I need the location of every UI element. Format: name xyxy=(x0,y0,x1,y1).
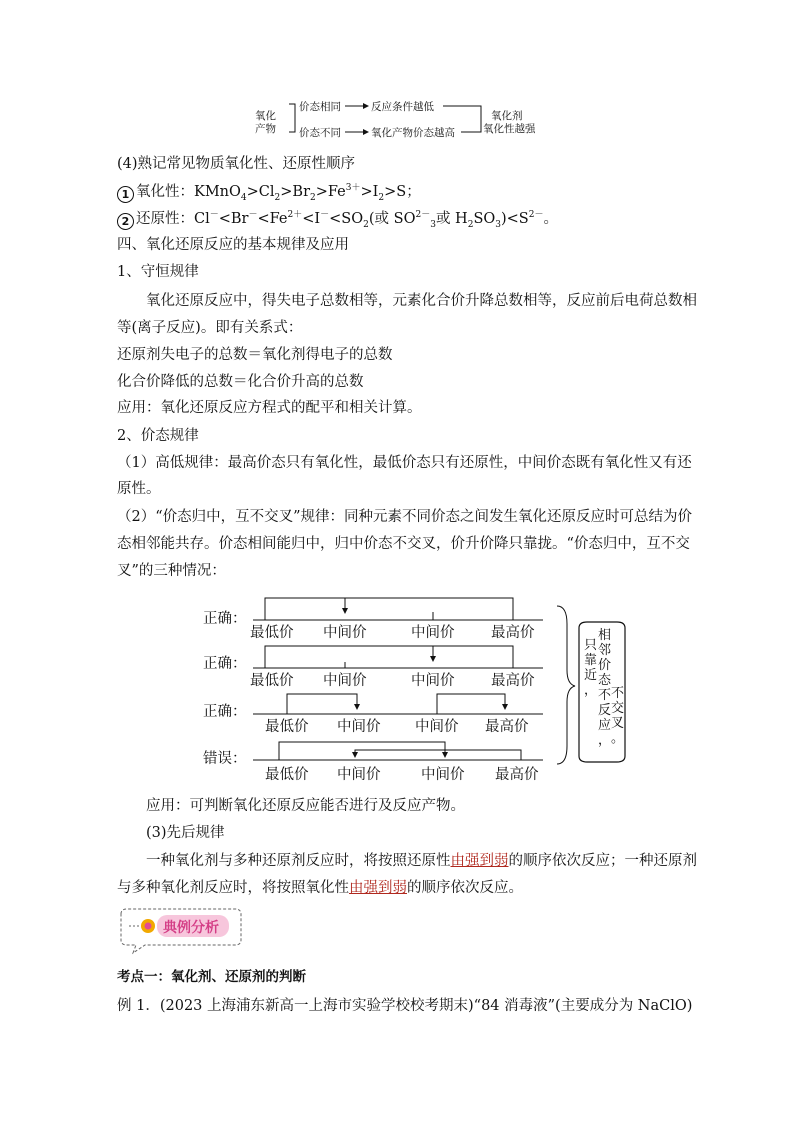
circled-number-2: 2 xyxy=(117,213,134,230)
row2-label: 最低价 xyxy=(250,673,294,689)
red-part: 或 H xyxy=(435,211,468,227)
subsection3-heading: (3)先后规律 xyxy=(146,825,225,841)
red-sup: － xyxy=(320,210,330,221)
application1: 应用：氧化还原反应方程式的配平和相关计算。 xyxy=(117,400,422,416)
red-sub: 2 xyxy=(363,219,369,230)
oxidizing-order xyxy=(117,183,421,203)
note-char: 态 xyxy=(598,673,612,688)
para3-highlight: 由强到弱 xyxy=(450,853,509,869)
ox-sub: 2 xyxy=(378,192,385,203)
note-char: 叉 xyxy=(611,716,625,731)
ox-sub: 2 xyxy=(274,192,281,203)
note-char: 相 xyxy=(598,628,612,643)
reducing-order xyxy=(117,210,558,230)
diagram-right-top: 氧化剂 xyxy=(491,110,523,122)
para3-text: 的顺序依次反应。 xyxy=(407,880,523,896)
para3-line2 xyxy=(117,879,523,897)
application2: 应用：可判断氧化还原反应能否进行及反应产物。 xyxy=(146,798,465,814)
red-part: 。 xyxy=(543,211,558,227)
para3-line1 xyxy=(146,852,697,870)
badge-label: 典例分析 xyxy=(163,920,219,936)
ox-part: >Cl xyxy=(246,184,275,200)
para22-line1: （2）“价态归中，互不交叉”规律：同种元素不同价态之间发生氧化还原反应时可总结为价 xyxy=(117,509,693,525)
note-char: 只 xyxy=(584,638,598,653)
para21-line1: （1）高低规律：最高价态只有氧化性，最低价态只有还原性，中间价态既有氧化性又有还 xyxy=(117,455,692,471)
section4-title: (4)熟记常见物质氧化性、还原性顺序 xyxy=(117,156,356,172)
ox-part: >S； xyxy=(384,184,421,200)
para3-text: 与多种氧化剂反应时，将按照氧化性 xyxy=(117,880,349,896)
note-char: 不 xyxy=(611,686,625,701)
row1-tag: 正确： xyxy=(203,611,247,627)
note-char: 应 xyxy=(598,718,612,733)
diagram-branch2-cond: 价态不同 xyxy=(299,127,341,139)
relation1: 还原剂失电子的总数＝氧化剂得电子的总数 xyxy=(117,347,393,363)
red-part: )<S xyxy=(501,211,529,227)
note-char: 价 xyxy=(598,658,612,673)
row2-label: 最高价 xyxy=(491,673,535,689)
valence-rule-diagram xyxy=(195,590,635,790)
red-label: 还原性： xyxy=(136,211,194,227)
row4-label: 最低价 xyxy=(265,767,309,783)
para3-text: 一种氧化剂与多种还原剂反应时，将按照还原性 xyxy=(146,853,451,869)
para21-line2: 原性。 xyxy=(117,481,161,497)
ox-sup: 3＋ xyxy=(345,183,361,194)
red-sup: 2－ xyxy=(415,210,431,221)
diagram-branch2-result: 氧化产物价态越高 xyxy=(371,127,455,139)
note-char: 不 xyxy=(598,688,612,703)
note-col3 xyxy=(611,686,625,746)
para3-text: 的顺序依次反应；一种还原剂 xyxy=(508,853,697,869)
row3-label: 最高价 xyxy=(485,719,529,735)
row3-label: 中间价 xyxy=(337,719,381,735)
red-part: Cl xyxy=(194,211,210,227)
ox-sub: 2 xyxy=(310,192,316,203)
ox-sub: 4 xyxy=(240,192,247,203)
diagram-branch1-cond: 价态相同 xyxy=(299,101,341,113)
ox-part: >Br xyxy=(280,184,311,200)
section-four-heading: 四、氧化还原反应的基本规律及应用 xyxy=(117,237,349,253)
key-point-1: 考点一：氧化剂、还原剂的判断 xyxy=(117,969,306,985)
oxidation-product-diagram xyxy=(255,96,555,140)
diagram-left-bottom: 产物 xyxy=(255,123,276,135)
subsection1-heading: 1、守恒规律 xyxy=(117,264,199,280)
row1-label: 中间价 xyxy=(323,625,367,641)
row1-label: 中间价 xyxy=(411,625,455,641)
valence-diagram-lines xyxy=(195,590,635,790)
ox-part: >I xyxy=(360,184,379,200)
row3-label: 最低价 xyxy=(265,719,309,735)
note-col2 xyxy=(598,628,612,748)
row2-label: 中间价 xyxy=(323,673,367,689)
row4-label: 最高价 xyxy=(495,767,539,783)
note-char: 靠 xyxy=(584,653,598,668)
red-sup: 2－ xyxy=(528,210,544,221)
red-part: <I xyxy=(302,211,321,227)
ox-part: >Fe xyxy=(315,184,346,200)
example-analysis-badge xyxy=(117,906,247,956)
red-sup: 2＋ xyxy=(287,210,303,221)
note-char: 。 xyxy=(611,731,625,746)
note-char: 交 xyxy=(611,701,625,716)
red-part: (或 SO xyxy=(368,211,416,227)
red-sub: 2 xyxy=(467,219,474,230)
diagram-branch1-result: 反应条件越低 xyxy=(371,101,434,113)
note-char: ， xyxy=(598,733,612,748)
example-1: 例 1．(2023 上海浦东新高一上海市实验学校校考期末)“84 消毒液”(主要成分为 NaClO) xyxy=(117,998,693,1014)
row3-label: 中间价 xyxy=(415,719,459,735)
row4-tag: 错误： xyxy=(203,751,247,767)
subsection2-heading: 2、价态规律 xyxy=(117,428,199,444)
ox-label: 氧化性： xyxy=(136,184,194,200)
diagram-right-bottom: 氧化性越强 xyxy=(483,123,536,135)
para22-line2: 态相邻能共存。价态相间能归中，归中价态不交叉，价升价降只靠拢。“价态归中，互不交 xyxy=(117,536,690,552)
row1-label: 最高价 xyxy=(491,625,535,641)
red-sup: － xyxy=(248,210,258,221)
row4-label: 中间价 xyxy=(421,767,465,783)
note-col1 xyxy=(584,638,598,698)
red-part: <Br xyxy=(218,211,249,227)
para3-highlight: 由强到弱 xyxy=(349,880,407,896)
note-char: 近 xyxy=(584,668,598,683)
diagram-left-top: 氧化 xyxy=(255,110,276,122)
red-part: <SO xyxy=(329,211,364,227)
row1-label: 最低价 xyxy=(250,625,294,641)
para1-line1: 氧化还原反应中，得失电子总数相等，元素化合价升降总数相等，反应前后电荷总数相 xyxy=(146,293,697,309)
row2-label: 中间价 xyxy=(411,673,455,689)
para22-line3: 叉”的三种情况： xyxy=(117,563,226,579)
red-sup: － xyxy=(209,210,219,221)
row2-tag: 正确： xyxy=(203,656,247,672)
note-char: ， xyxy=(584,683,598,698)
row3-tag: 正确： xyxy=(203,704,247,720)
para1-line2: 等(离子反应)。即有关系式： xyxy=(117,320,303,336)
red-sub: 3 xyxy=(430,219,436,230)
circled-number-1: 1 xyxy=(117,186,134,203)
row4-label: 中间价 xyxy=(337,767,381,783)
note-char: 邻 xyxy=(598,643,612,658)
note-char: 反 xyxy=(598,703,612,718)
red-sub: 3 xyxy=(495,219,501,230)
red-part: <Fe xyxy=(257,211,288,227)
relation2: 化合价降低的总数＝化合价升高的总数 xyxy=(117,374,364,390)
ox-part: KMnO xyxy=(194,184,241,200)
red-part: SO xyxy=(473,211,496,227)
